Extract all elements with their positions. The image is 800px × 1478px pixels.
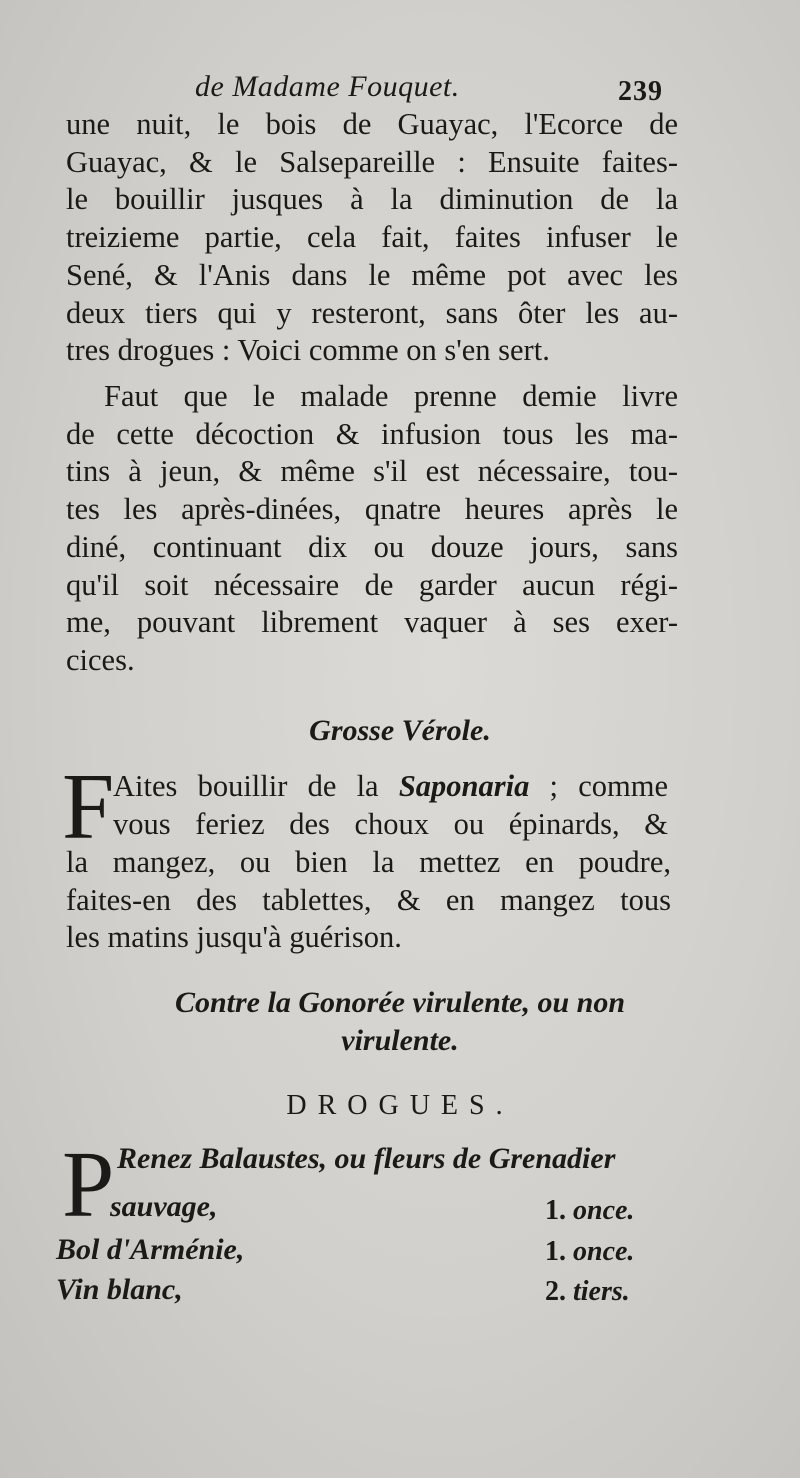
recipe-ingredient-name: Vin blanc,	[56, 1273, 183, 1306]
drogues-heading: DROGUES.	[286, 1090, 514, 1121]
text-line: tres drogues : Voici comme on s'en sert.	[66, 333, 550, 368]
text-line: de cette décoction & infusion tous les ma-	[66, 416, 678, 451]
recipe-ingredient-name: Bol d'Arménie,	[56, 1233, 245, 1266]
plant-name-saponaria: Saponaria	[398, 769, 530, 803]
text-line: deux tiers qui y resteront, sans ôter les au-	[66, 295, 678, 330]
text-line: Faut que le malade prenne demie livre	[104, 379, 678, 413]
quantity-number: 1.	[545, 1236, 566, 1267]
section-heading-grosse-verole: Grosse Vérole.	[309, 714, 491, 747]
paragraph-usage	[66, 378, 678, 680]
text-line: les matins jusqu'à guérison.	[66, 920, 402, 955]
text-line	[113, 768, 668, 806]
recipe-quantity	[545, 1195, 634, 1227]
text-line: diné, continuant dix ou douze jours, sans	[66, 529, 678, 564]
quantity-number: 2.	[545, 1276, 566, 1307]
quantity-number: 1.	[545, 1195, 566, 1226]
running-title: de Madame Fouquet.	[195, 70, 460, 103]
recipe-line: sauvage,	[110, 1190, 218, 1223]
recipe-line: Renez Balaustes, ou fleurs de Grenadier	[117, 1142, 616, 1175]
text-segment: Aites bouillir de la	[113, 769, 399, 803]
drop-cap-p: P	[62, 1133, 115, 1237]
text-line: me, pouvant librement vaquer à ses exer-	[66, 605, 678, 640]
text-line: une nuit, le bois de Guayac, l'Ecorce de	[66, 107, 678, 141]
text-line: Guayac, & le Salsepareille : Ensuite faites-	[66, 144, 678, 179]
page-number: 239	[618, 76, 663, 107]
section-heading-gonoree	[0, 984, 800, 1060]
text-line: faites-en des tablettes, & en mangez tous	[66, 882, 671, 917]
running-head	[0, 70, 800, 110]
paragraph-saponaria-rest	[66, 844, 671, 957]
text-line: le bouillir jusques à la diminution de la	[66, 182, 678, 217]
recipe-quantity	[545, 1276, 630, 1308]
drop-cap-f: F	[62, 755, 115, 859]
text-line: qu'il soit nécessaire de garder aucun régi-	[66, 567, 678, 602]
quantity-unit: tiers.	[573, 1276, 630, 1307]
text-line: tins à jeun, & même s'il est nécessaire, tou-	[66, 454, 678, 489]
heading-line: Contre la Gonorée virulente, ou non	[174, 986, 626, 1019]
paragraph-saponaria-top	[113, 768, 668, 843]
text-segment: ; comme	[529, 769, 669, 803]
text-line: cices.	[66, 642, 135, 677]
recipe-quantity	[545, 1236, 634, 1268]
quantity-unit: once.	[573, 1195, 635, 1226]
heading-line: virulente.	[341, 1024, 459, 1057]
quantity-unit: once.	[573, 1236, 635, 1267]
text-line: tes les après-dinées, qnatre heures après le	[66, 492, 678, 527]
text-line: vous feriez des choux ou épinards, &	[113, 806, 668, 841]
text-line: la mangez, ou bien la mettez en poudre,	[66, 845, 671, 879]
text-line: Sené, & l'Anis dans le même pot avec les	[66, 257, 678, 292]
text-line: treizieme partie, cela fait, faites infuser le	[66, 220, 678, 255]
paragraph-continuation	[66, 106, 678, 370]
